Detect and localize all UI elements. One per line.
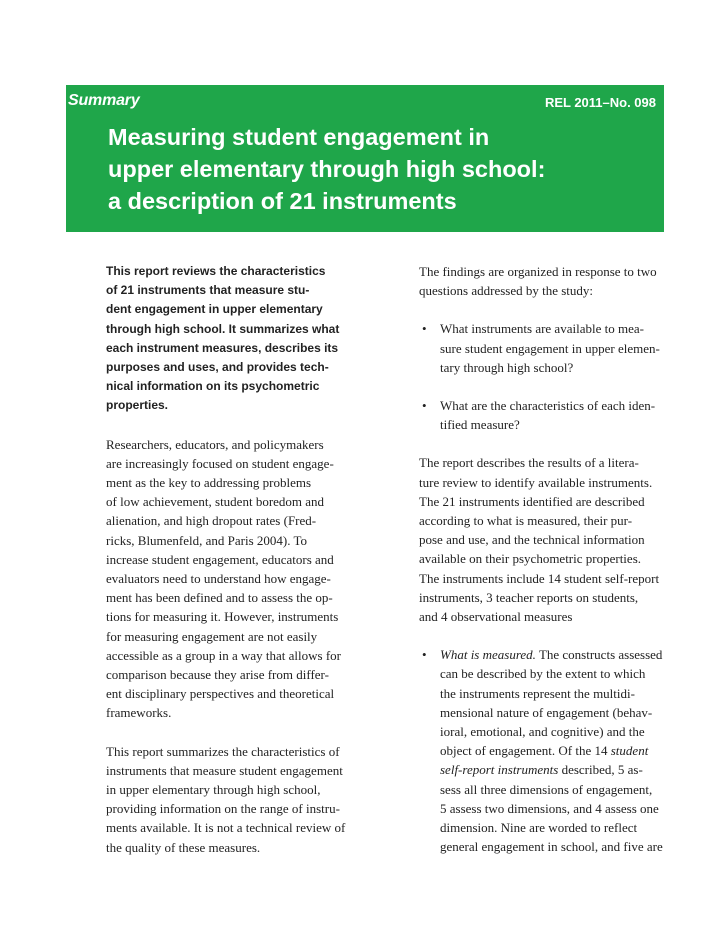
bullet-icon: • <box>422 398 427 414</box>
text-line: The 21 instruments identified are described <box>419 493 645 509</box>
text-line: The instruments include 14 student self-report <box>419 570 660 586</box>
text-line: dimension. Nine are worded to reflect <box>440 820 638 836</box>
page-title <box>108 121 653 217</box>
text-line: This report reviews the characteristics <box>106 264 326 278</box>
text-line: properties. <box>106 398 169 413</box>
text-line: are increasingly focused on student engage- <box>106 455 334 471</box>
bullet-item <box>419 396 671 434</box>
text-line: each instrument measures, describes its <box>106 340 339 355</box>
text-run: object of engagement. Of the 14 <box>440 743 611 759</box>
text-line: available on their psychometric properties. <box>419 551 642 567</box>
text-line: evaluators need to understand how engage- <box>106 571 331 587</box>
text-line: purposes and uses, and provides tech- <box>106 360 329 375</box>
run-in-heading: What is measured. <box>440 647 536 663</box>
text-line: in upper elementary through high school, <box>106 782 321 798</box>
text-line: pose and use, and the technical information <box>419 532 645 548</box>
text-line: increase student engagement, educators and <box>106 551 334 567</box>
text-line: ricks, Blumenfeld, and Paris 2004). To <box>106 532 308 548</box>
text-line: of 21 instruments that measure stu- <box>106 283 310 298</box>
text-line: tified measure? <box>440 417 520 433</box>
title-line: Measuring student engagement in <box>108 124 490 150</box>
section-label: Summary <box>68 92 140 109</box>
text-line: the quality of these measures. <box>106 839 261 855</box>
title-line: upper elementary through high school: <box>108 156 546 182</box>
text-line: accessible as a group in a way that allows for <box>106 647 342 663</box>
intro-summary <box>106 262 360 416</box>
emphasis: student <box>610 743 649 759</box>
text-line: sure student engagement in upper elemen- <box>440 340 660 356</box>
text-line: instruments that measure student engagement <box>106 762 343 778</box>
right-column <box>419 262 671 875</box>
text-line <box>440 760 671 779</box>
text-line: nical information on its psychometric <box>106 379 320 394</box>
text-line: Researchers, educators, and policymakers <box>106 436 324 452</box>
text-line: tions for measuring it. However, instruments <box>106 609 339 625</box>
title-line: a description of 21 instruments <box>108 188 457 214</box>
bullet-item <box>419 319 671 377</box>
text-run: The constructs assessed <box>535 647 663 663</box>
text-line: dent engagement in upper elementary <box>106 302 323 317</box>
bullet-item <box>419 645 671 856</box>
text-line: 5 assess two dimensions, and 4 assess one <box>440 800 659 816</box>
body-paragraph <box>106 742 360 857</box>
text-line: ment as the key to addressing problems <box>106 475 312 491</box>
text-line: can be described by the extent to which <box>440 666 646 682</box>
emphasis: self-report instruments <box>440 762 559 778</box>
text-line: the instruments represent the multidi- <box>440 685 635 701</box>
text-line: What are the characteristics of each iden- <box>440 398 656 414</box>
report-number: REL 2011–No. 098 <box>544 95 656 110</box>
text-line: frameworks. <box>106 705 172 721</box>
text-line: questions addressed by the study: <box>419 283 594 299</box>
text-line: according to what is measured, their pur- <box>419 513 633 529</box>
text-line: The report describes the results of a litera- <box>419 455 639 471</box>
text-line: ture review to identify available instruments. <box>419 474 653 490</box>
left-column <box>106 262 360 876</box>
text-line: The findings are organized in response to two <box>419 264 657 279</box>
text-line: tary through high school? <box>440 359 574 375</box>
text-line: What instruments are available to mea- <box>440 321 644 337</box>
body-paragraph <box>419 453 671 626</box>
text-line: sess all three dimensions of engagement, <box>440 781 653 797</box>
text-line: comparison because they arise from differ- <box>106 667 329 683</box>
text-run: described, 5 as- <box>558 762 643 778</box>
text-line: for measuring engagement are not easily <box>106 628 318 644</box>
text-line: ment has been defined and to assess the op- <box>106 590 333 606</box>
text-line: ent disciplinary perspectives and theoretical <box>106 686 335 702</box>
bullet-icon: • <box>422 647 427 663</box>
text-line <box>440 645 671 664</box>
text-line: and 4 observational measures <box>419 609 573 625</box>
text-line: alienation, and high dropout rates (Fred- <box>106 513 317 529</box>
text-line: providing information on the range of instru- <box>106 801 340 817</box>
text-line: ments available. It is not a technical review of <box>106 820 346 836</box>
body-paragraph <box>419 262 671 300</box>
text-line: mensional nature of engagement (behav- <box>440 704 653 720</box>
text-line: This report summarizes the characteristics of <box>106 743 340 759</box>
text-line: instruments, 3 teacher reports on students, <box>419 589 639 605</box>
text-line: ioral, emotional, and cognitive) and the <box>440 724 645 740</box>
text-line <box>440 741 671 760</box>
text-line: of low achievement, student boredom and <box>106 494 325 510</box>
text-line: through high school. It summarizes what <box>106 321 340 336</box>
body-paragraph <box>106 435 360 723</box>
bullet-icon: • <box>422 321 427 337</box>
text-line: general engagement in school, and five are <box>440 839 663 855</box>
